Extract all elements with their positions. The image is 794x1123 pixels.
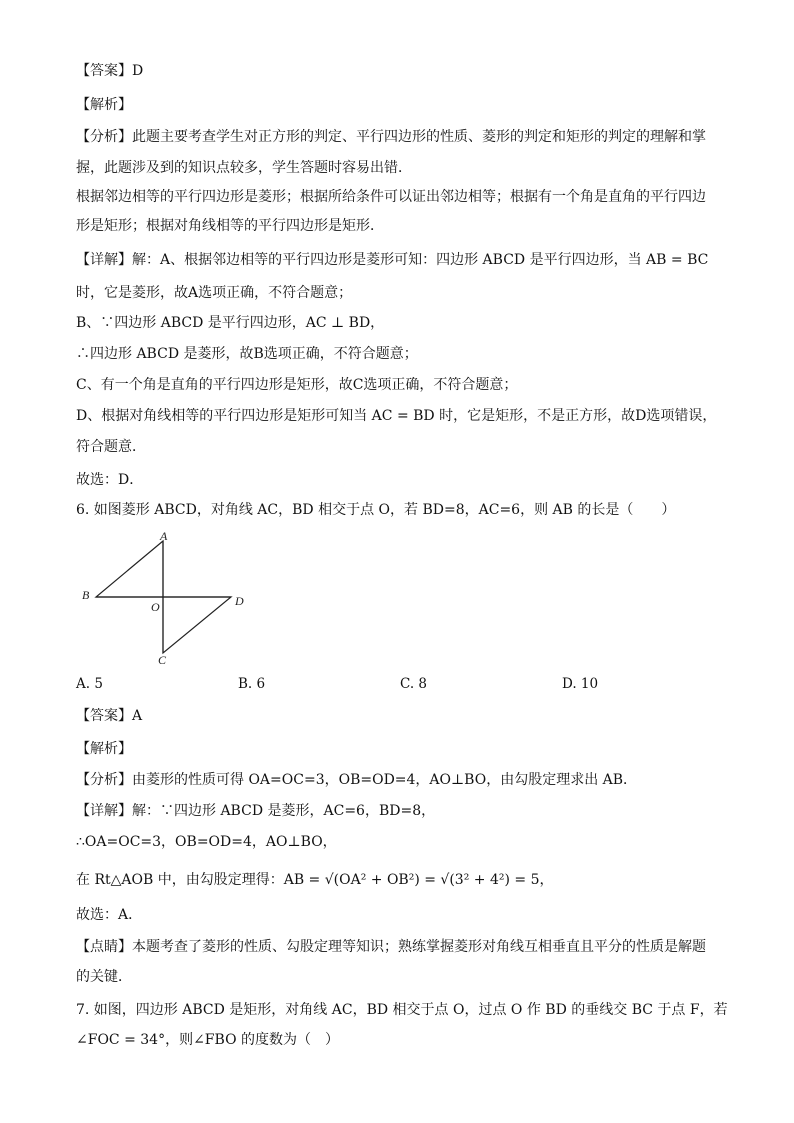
- detail-text: 符合题意．: [76, 439, 146, 455]
- detail-text: D、根据对角线相等的平行四边形是矩形可知当 AC = BD 时，它是矩形，不是正方形，故D选项错误，: [76, 408, 717, 424]
- option-c: C. 8: [400, 676, 428, 692]
- comment-text: 【点睛】本题考查了菱形的性质、勾股定理等知识；熟练掌握菱形对角线互相垂直且平分的性质是解题: [76, 939, 706, 955]
- analysis-text: 形是矩形；根据对角线相等的平行四边形是矩形．: [76, 218, 384, 234]
- analysis-text: 根据邻边相等的平行四边形是菱形；根据所给条件可以证出邻边相等；根据有一个角是直角的平行四边: [76, 189, 706, 205]
- pythagoras-line: 在 Rt△AOB 中，由勾股定理得：AB = √(OA² + OB²) = √(3² + 4²) = 5，: [76, 872, 554, 888]
- analysis-text: 握，此题涉及到的知识点较多，学生答题时容易出错．: [76, 160, 412, 176]
- detail-text: 【详解】解：∵四边形 ABCD 是菱形，AC=6，BD=8，: [76, 803, 436, 819]
- vertex-label-o: O: [151, 600, 160, 614]
- detail-text: ∴OA=OC=3，OB=OD=4，AO⊥BO，: [76, 834, 337, 850]
- question-7-stem: ∠FOC = 34°，则∠FBO 的度数为（ ）: [76, 1032, 339, 1048]
- comment-text: 的关键．: [76, 969, 132, 985]
- detail-text: 时，它是菱形，故A选项正确，不符合题意；: [76, 285, 353, 301]
- answer-line-q5: 【答案】D: [76, 63, 144, 79]
- vertex-label-a: A: [160, 530, 168, 543]
- analysis-text: 【分析】此题主要考查学生对正方形的判定、平行四边形的性质、菱形的判定和矩形的判定的理解和掌: [76, 129, 706, 145]
- detail-text: B、∵四边形 ABCD 是平行四边形，AC ⊥ BD，: [76, 315, 385, 331]
- choice-line-q6: 故选：A．: [76, 907, 143, 923]
- analysis-header-q5: 【解析】: [76, 97, 132, 113]
- answer-line-q6: 【答案】A: [76, 708, 143, 724]
- option-a: A. 5: [76, 676, 103, 692]
- detail-text: 【详解】解：A、根据邻边相等的平行四边形是菱形可知：四边形 ABCD 是平行四边形，当 AB = BC: [76, 252, 709, 268]
- choice-line-q5: 故选：D．: [76, 472, 144, 488]
- analysis-header-q6: 【解析】: [76, 741, 132, 757]
- analysis-text: 【分析】由菱形的性质可得 OA=OC=3，OB=OD=4，AO⊥BO，由勾股定理求出 AB．: [76, 772, 638, 788]
- detail-text: ∴四边形 ABCD 是菱形，故B选项正确，不符合题意；: [76, 346, 418, 362]
- option-d: D. 10: [562, 676, 599, 692]
- option-b: B. 6: [238, 676, 266, 692]
- vertex-label-b: B: [82, 588, 90, 602]
- question-7-stem: 7. 如图，四边形 ABCD 是矩形，对角线 AC，BD 相交于点 O，过点 O 作 BD 的垂线交 BC 于点 F，若: [76, 1002, 728, 1018]
- question-6-stem: 6. 如图菱形 ABCD，对角线 AC，BD 相交于点 O，若 BD=8，AC=6，则 AB 的长是（ ）: [76, 502, 676, 518]
- rhombus-figure: [78, 530, 258, 670]
- vertex-label-c: C: [158, 653, 167, 667]
- vertex-label-d: D: [235, 594, 244, 608]
- detail-text: C、有一个角是直角的平行四边形是矩形，故C选项正确，不符合题意；: [76, 377, 518, 393]
